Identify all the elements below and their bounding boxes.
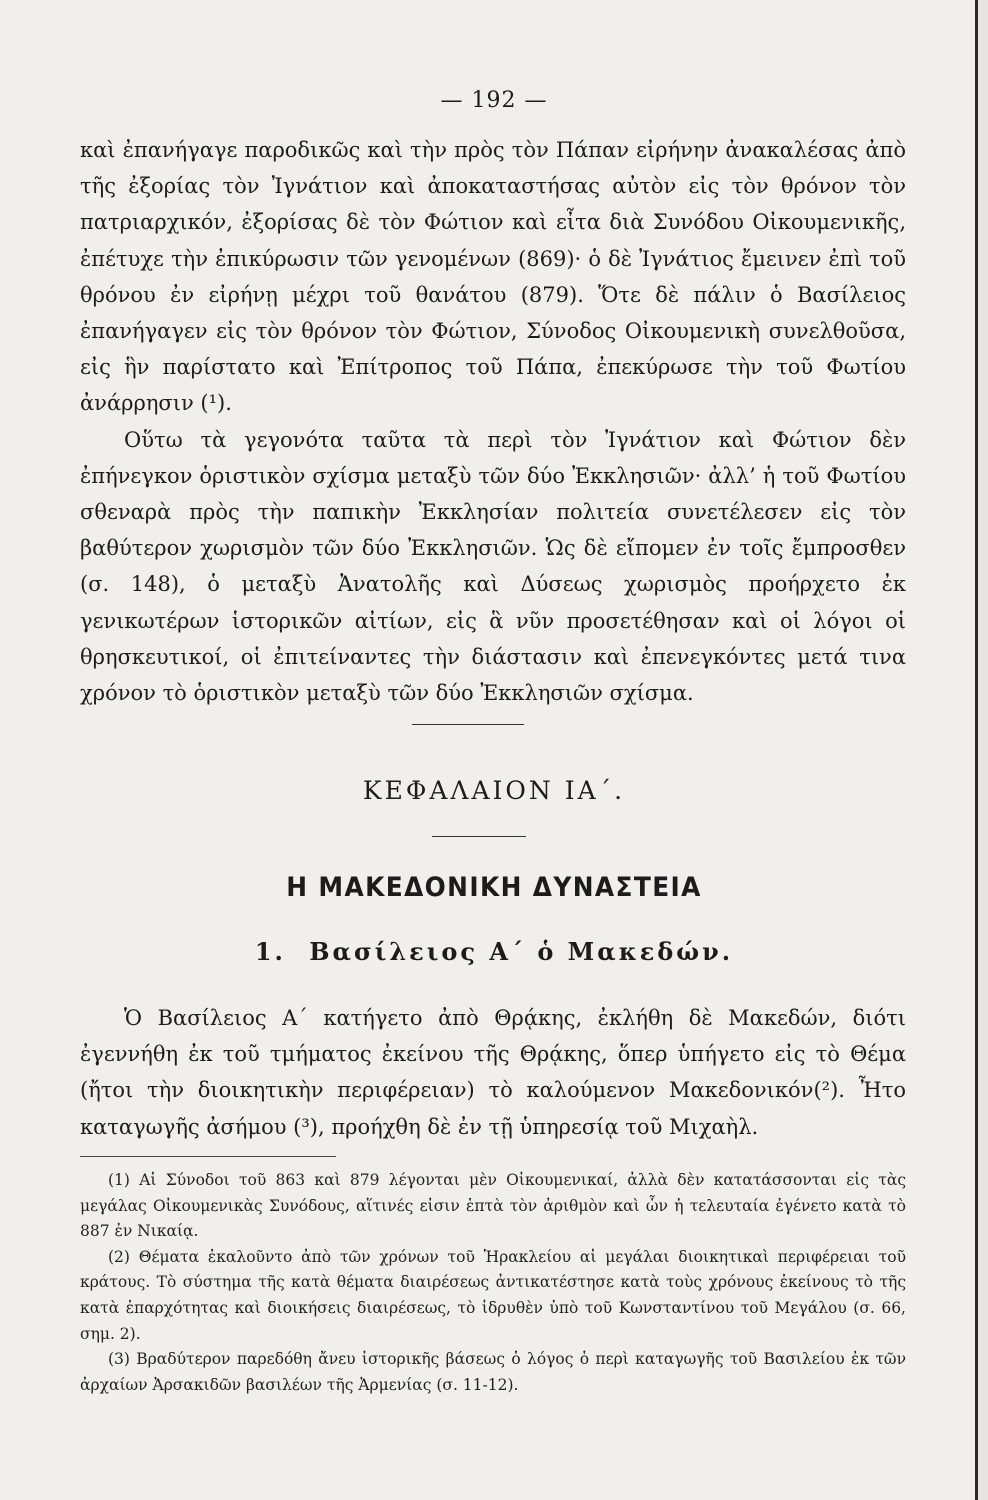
page-edge-line: [975, 0, 978, 1500]
footnote-rule: [80, 1156, 336, 1157]
section-heading: [0, 937, 988, 966]
main-text-bottom: [80, 1000, 906, 1145]
page-edge-margin: [978, 0, 988, 1500]
footnote-2: (2) Θέματα ἐκαλοῦντο ἀπὸ τῶν χρόνων τοῦ Ἡρακλείου αἱ μεγάλαι διοικητικαὶ περιφέρειαι τοῦ κράτους. Τὸ σύστημα τῆς κατὰ θέματα διαιρέσεως ἀντικατέστησε κατὰ τοὺς χρόνους ἐκείνους τὸ τῆς κατὰ ἐπαρχότητας καὶ διοικήσεις διαιρέσεως, τὸ ἱδρυθὲν ὑπὸ τοῦ Κωνσταντίνου τοῦ Μεγάλου (σ. 66, σημ. 2).: [80, 1247, 906, 1343]
section-number: 1.: [254, 937, 286, 966]
footnote-3: (3) Βραδύτερον παρεδόθη ἄνευ ἱστορικῆς βάσεως ὁ λόγος ὁ περὶ καταγωγῆς τοῦ Βασιλείου ἐκ τῶν ἀρχαίων Ἀρσακιδῶν βασιλέων τῆς Ἀρμενίας (σ. 11-12).: [80, 1350, 906, 1394]
page-number: — 192 —: [440, 88, 548, 113]
paragraph-2: Οὕτω τὰ γεγονότα ταῦτα τὰ περὶ τὸν Ἰγνάτιον καὶ Φώτιον δὲν ἐπήνεγκον ὁριστικὸν σχίσμα μεταξὺ τῶν δύο Ἐκκλησιῶν· ἀλλ’ ἡ τοῦ Φωτίου σθεναρὰ πρὸς τὴν παπικὴν Ἐκκλησίαν πολιτεία συνετέλεσεν εἰς τὸν βαθύτερον χωρισμὸν τῶν δύο Ἐκκλησιῶν. Ὡς δὲ εἴπομεν ἐν τοῖς ἔμπροσθεν (σ. 148), ὁ μεταξὺ Ἀνατολῆς καὶ Δύσεως χωρισμὸς προήρχετο ἐκ γενικωτέρων ἱστορικῶν αἰτίων, εἰς ἃ νῦν προσετέθησαν καὶ οἱ λόγοι οἱ θρησκευτικοί, οἱ ἐπιτείναντες τὴν διάστασιν καὶ ἐπενεγκόντες μετά τινα χρόνον τὸ ὁριστικὸν μεταξὺ τῶν δύο Ἐκκλησιῶν σχίσμα.: [80, 427, 906, 706]
section-name: Βασίλειος Α΄ ὁ Μακεδών.: [309, 937, 734, 966]
paragraph-3: Ὁ Βασίλειος Α΄ κατήγετο ἀπὸ Θρᾴκης, ἐκλήθη δὲ Μακεδών, διότι ἐγεννήθη ἐκ τοῦ τμήματος ἐκείνου τῆς Θρᾴκης, ὅπερ ὑπήγετο εἰς τὸ Θέμα (ἤτοι τὴν διοικητικὴν περιφέρειαν) τὸ καλούμενον Μακεδονικόν(²). Ἦτο καταγωγῆς ἀσήμου (³), προήχθη δὲ ἐν τῇ ὑπηρεσίᾳ τοῦ Μιχαὴλ.: [80, 1006, 906, 1139]
paragraph-1: καὶ ἐπανήγαγε παροδικῶς καὶ τὴν πρὸς τὸν Πάπαν εἰρήνην ἀνακαλέσας ἀπὸ τῆς ἐξορίας τὸν Ἰγνάτιον καὶ ἀποκαταστήσας αὐτὸν εἰς τὸν θρόνον τὸν πατριαρχικόν, ἐξορίσας δὲ τὸν Φώτιον καὶ εἶτα διὰ Συνόδου Οἰκουμενικῆς, ἐπέτυχε τὴν ἐπικύρωσιν τῶν γενομένων (869)· ὁ δὲ Ἰγνάτιος ἔμεινεν ἐπὶ τοῦ θρόνου ἐν εἰρήνῃ μέχρι τοῦ θανάτου (879). Ὅτε δὲ πάλιν ὁ Βασίλειος ἐπανήγαγεν εἰς τὸν θρόνον τὸν Φώτιον, Σύνοδος Οἰκουμενικὴ συνελθοῦσα, εἰς ἣν παρίστατο καὶ Ἐπίτροπος τοῦ Πάπα, ἐπεκύρωσε τὴν τοῦ Φωτίου ἀνάρρησιν (¹).: [80, 138, 906, 416]
chapter-divider-top: [412, 724, 524, 725]
main-text-top: [80, 132, 906, 711]
chapter-title: Η ΜΑΚΕΔΟΝΙΚΗ ΔΥΝΑΣΤΕΙΑ: [286, 872, 702, 903]
footnotes: [80, 1168, 906, 1398]
chapter-divider-bottom: [432, 836, 526, 837]
footnote-1: (1) Αἱ Σύνοδοι τοῦ 863 καὶ 879 λέγονται μὲν Οἰκουμενικαί, ἀλλὰ δὲν κατατάσσονται εἰς τὰς μεγάλας Οἰκουμενικὰς Συνόδους, αἵτινές εἰσιν ἑπτὰ τὸν ἀριθμὸν καὶ ὧν ἡ τελευταία ἐγένετο κατὰ τὸ 887 ἐν Νικαίᾳ.: [80, 1171, 906, 1241]
chapter-label: ΚΕΦΑΛΑΙΟΝ ΙΑ΄.: [362, 776, 626, 805]
